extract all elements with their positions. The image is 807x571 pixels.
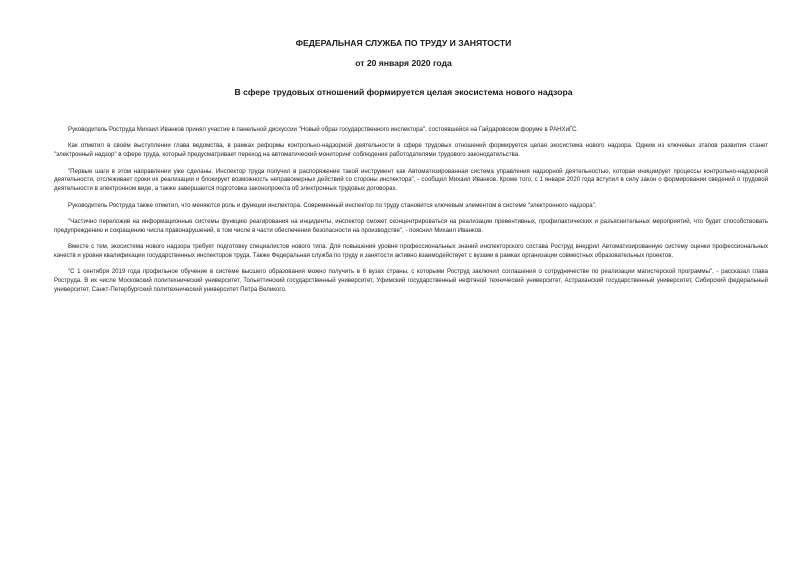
paragraph: "С 1 сентября 2019 года профильное обучение в системе высшего образования можно получить в 6 вузах страны, с которыми Роструд заключил соглашения о сотрудничестве по реализации магистерской программы", - рассказал глава Роструда. В их числе Московский политехнический университет, Тольяттинский государственный университет, Уфимский государственный нефтяной технический университет, Астраханский государственный университет, Сибирский федеральный университет, Санкт-Петербургский политехнический университет Петра Великого. xyxy=(54,268,768,293)
paragraph: "Частично переложив на информационные системы функцию реагирования на инциденты, инспектор сможет сконцентрироваться на реализации превентивных, профилактических и разъяснительных мероприятий, что будет способствовать предупреждению и сокращению числа правонарушений, в том числе в части обеспечения безопасности на производстве", - пояснил Михаил Иванков. xyxy=(54,217,768,234)
document-date: от 20 января 2020 года xyxy=(355,58,452,68)
document-title: В сфере трудовых отношений формируется целая экосистема нового надзора xyxy=(234,87,573,97)
paragraph: "Первые шаги в этом направлении уже сделаны. Инспектор труда получил в распоряжение такой инструмент как Автоматизированная система управления надзорной деятельностью, которая инициирует процессы контрольно-надзорной деятельности, отслеживает сроки их реализации и блокирует возможность неправомерных действий со стороны инспектора", - сообщил Михаил Иванков. Кроме того, с 1 января 2020 года вступил в силу закон о формировании сведений о трудовой деятельности в электронном виде, а также завершается подготовка законопроекта об электронных трудовых договорах. xyxy=(54,167,768,193)
paragraph: Вместе с тем, экосистема нового надзора требует подготовку специалистов нового типа. Для повышения уровня профессиональных знаний инспекторского состава Роструд внедрил Автоматизированную систему оценки профессиональных качеств и уровня квалификации государственных инспекторов труда. Также Федеральная служба по труду и занятости активно взаимодействует с вузами в рамках организации совместных образовательных проектов. xyxy=(54,243,768,259)
paragraph: Руководитель Роструда Михаил Иванков принял участие в панельной дискуссии "Новый образ государственного инспектора", состоявшейся на Гайдаровском форуме в РАНХиГС. xyxy=(68,126,579,133)
paragraph: Как отметил в своём выступлении глава ведомства, в рамках реформы контрольно-надзорной деятельности в сфере трудовых отношений формируется целая экосистема нового надзора. Одним из ключевых этапов развития станет "электронный надзор" в сфере труда, который предусматривает переход на автоматический мониторинг соблюдения работодателями трудового законодательства. xyxy=(54,142,768,159)
document-body xyxy=(54,126,768,302)
organization-heading: ФЕДЕРАЛЬНАЯ СЛУЖБА ПО ТРУДУ И ЗАНЯТОСТИ xyxy=(295,38,512,48)
paragraph: Руководитель Роструда также отметил, что меняются роль и функции инспектора. Современный инспектор по труду становится ключевым элементом в системе "электронного надзора". xyxy=(68,201,597,209)
